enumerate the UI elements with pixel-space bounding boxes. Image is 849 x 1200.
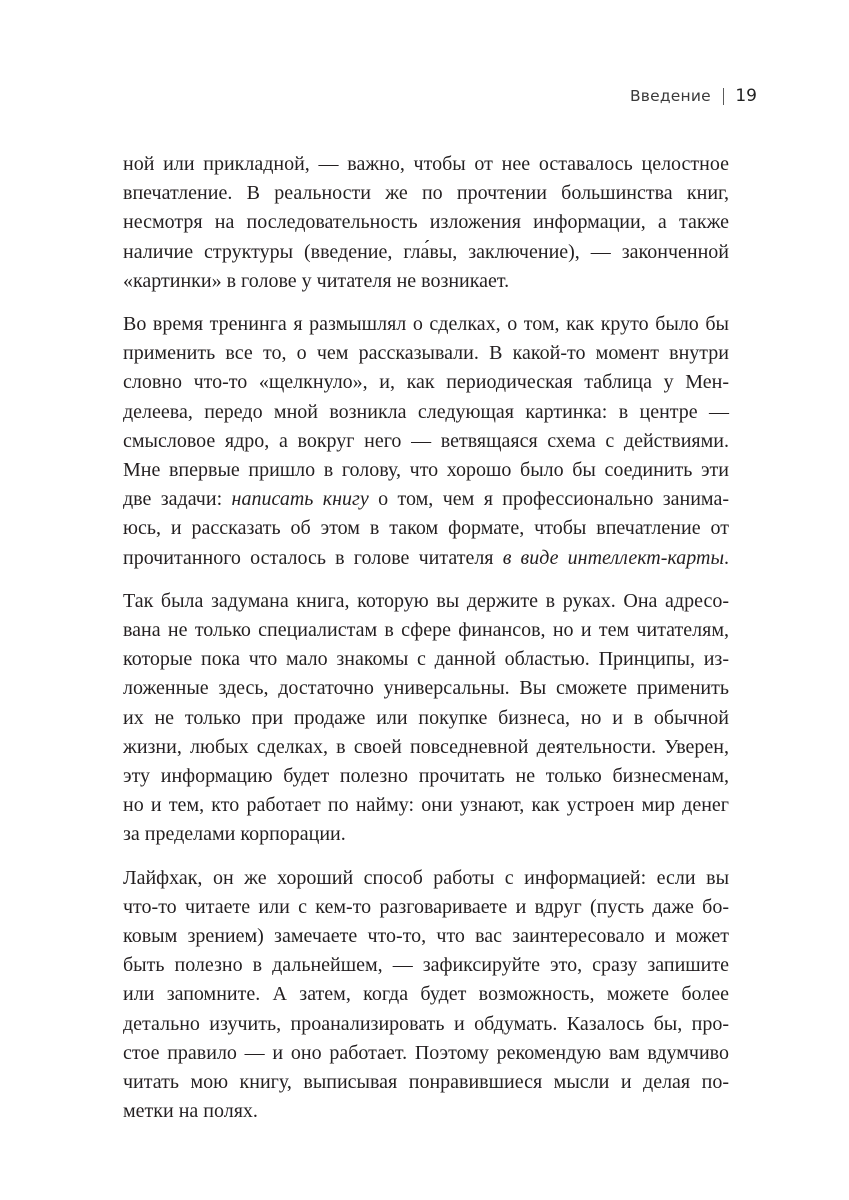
text-run: . [724, 546, 729, 569]
text-run: о том, чем я профессионально занима- [368, 488, 729, 511]
text-line: или запомните. А затем, когда будет возможность, можете более [123, 983, 729, 1006]
text-line: которые пока что мало знакомы с данной областью. Принципы, из- [123, 648, 729, 671]
text-line: эту информацию будет полезно прочитать не только бизнесменам, [123, 765, 729, 788]
text-line: Во время тренинга я размышлял о сделках, о том, как круто было бы [123, 313, 729, 336]
text-line: «картинки» в голове у читателя не возникает. [123, 269, 510, 292]
section-title: Введение [629, 87, 711, 105]
text-run: две задачи: [123, 488, 232, 511]
text-line: применить все то, о чем рассказывали. В какой-то момент внутри [123, 342, 729, 365]
emphasis-text: в виде интеллект-карты [502, 546, 724, 569]
text-line: жизни, любых сделках, в своей повседневной деятельности. Уверен, [123, 735, 729, 758]
text-line: смысловое ядро, а вокруг него — ветвящаяся схема с действиями. [123, 429, 729, 452]
text-line: метки на полях. [123, 1100, 258, 1123]
text-line: несмотря на последовательность изложения информации, а также [123, 211, 729, 234]
text-line [123, 544, 729, 573]
text-line: Мне впервые пришло в голову, что хорошо было бы соединить эти [123, 459, 729, 482]
text-line: вана не только специалистам в сфере финансов, но и тем читателям, [123, 619, 729, 642]
text-line: их не только при продаже или покупке бизнеса, но и в обычной [123, 706, 729, 729]
page-number: 19 [735, 86, 757, 106]
text-line [123, 485, 729, 514]
text-line: ной или прикладной, — важно, чтобы от нее оставалось целостное [123, 153, 729, 175]
text-line: стое правило — и оно работает. Поэтому рекомендую вам вдумчиво [123, 1041, 729, 1064]
text-line: ложенные здесь, достаточно универсальны. Вы сможете применить [123, 677, 729, 700]
text-line: словно что-то «щелкнуло», и, как периодическая таблица у Мен- [123, 371, 729, 394]
text-line: читать мою книгу, выписывая понравившиеся мысли и делая по- [123, 1071, 729, 1094]
text-line: юсь, и рассказать об этом в таком формате, чтобы впечатление от [123, 517, 729, 540]
text-line: делеева, передо мной возникла следующая картинка: в центре — [123, 400, 729, 423]
text-line: Так была задумана книга, которую вы держите в руках. Она адресо- [123, 589, 729, 612]
paragraph-1 [123, 150, 729, 296]
text-line: ковым зрением) замечаете что-то, что вас заинтересовало и может [123, 925, 729, 948]
running-head [630, 86, 757, 106]
text-line: но и тем, кто работает по найму: они узнают, как устроен мир денег [123, 794, 729, 817]
text-line: впечатление. В реальности же по прочтении большинства книг, [123, 182, 729, 205]
body-text [123, 150, 729, 1141]
header-separator [723, 88, 725, 105]
text-line: быть полезно в дальнейшем, — зафиксируйте это, сразу запишите [123, 954, 729, 977]
paragraph-3 [123, 587, 729, 850]
paragraph-2 [123, 310, 729, 573]
paragraph-4 [123, 864, 729, 1127]
text-line: что-то читаете или с кем-то разговариваете и вдруг (пусть даже бо- [123, 895, 729, 918]
text-line: за пределами корпорации. [123, 823, 346, 846]
text-line: Лайфхак, он же хороший способ работы с информацией: если вы [123, 866, 729, 889]
text-line: детально изучить, проанализировать и обдумать. Казалось бы, про- [123, 1012, 729, 1035]
text-line: наличие структуры (введение, гла́вы, заключение), — законченной [123, 240, 729, 263]
emphasis-text: написать книгу [231, 488, 369, 511]
text-run: прочитанного осталось в голове читателя [123, 546, 503, 569]
